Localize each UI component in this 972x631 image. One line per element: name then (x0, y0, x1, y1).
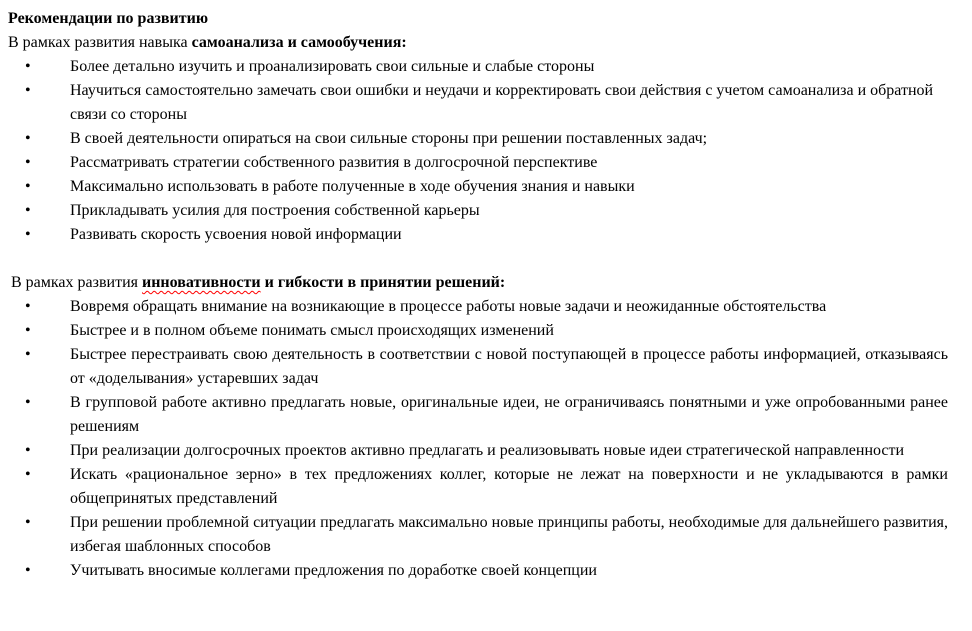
list-item (8, 295, 948, 319)
section2-intro-prefix: В рамках развития (11, 274, 142, 291)
bullet-icon: • (25, 226, 31, 243)
list-item (8, 463, 948, 511)
list-item-text: Искать «рациональное зерно» в тех предложениях коллег, которые не лежат на поверхности и не укладываются в рамки общепринятых представлений (70, 466, 948, 507)
bullet-icon: • (25, 58, 31, 75)
section2 (8, 271, 948, 583)
list-item-text: Учитывать вносимые коллегами предложения по доработке своей концепции (70, 562, 597, 579)
section2-intro (8, 271, 948, 295)
list-item (8, 175, 948, 199)
list-item (8, 391, 948, 439)
list-item-text: Рассматривать стратегии собственного развития в долгосрочной перспективе (70, 154, 598, 171)
list-item (8, 439, 948, 463)
section1-intro (8, 31, 948, 55)
list-item-text: При решении проблемной ситуации предлагать максимально новые принципы работы, необходимые для дальнейшего развития, избегая шаблонных способов (70, 514, 948, 555)
list-item-text: Быстрее перестраивать свою деятельность в соответствии с новой поступающей в процессе работы информацией, отказываясь от «доделывания» устаревших задач (70, 346, 948, 387)
list-item (8, 343, 948, 391)
list-item (8, 223, 948, 247)
list-item (8, 511, 948, 559)
bullet-icon: • (25, 154, 31, 171)
bullet-icon: • (25, 82, 31, 99)
list-item-text: Вовремя обращать внимание на возникающие в процессе работы новые задачи и неожиданные обстоятельства (70, 298, 827, 315)
list-item-text: Прикладывать усилия для построения собственной карьеры (70, 202, 480, 219)
section2-skill-bold (142, 274, 505, 291)
document-title: Рекомендации по развитию (8, 10, 209, 27)
misspelled-word: инновативности (141, 274, 261, 291)
section-gap (8, 247, 948, 271)
section1-skill-bold: самоанализа и самообучения: (191, 34, 407, 51)
list-item (8, 79, 948, 127)
list-item-text: В групповой работе активно предлагать новые, оригинальные идеи, не ограничиваясь понятными и уже опробованными ранее решениям (70, 394, 948, 435)
list-item-text: При реализации долгосрочных проектов активно предлагать и реализовывать новые идеи стратегической направленности (70, 442, 905, 459)
bullet-icon: • (25, 442, 31, 459)
list-item-text: Быстрее и в полном объеме понимать смысл происходящих изменений (70, 322, 554, 339)
list-item-text: Максимально использовать в работе полученные в ходе обучения знания и навыки (70, 178, 635, 195)
list-item (8, 559, 948, 583)
list-item (8, 151, 948, 175)
section1-intro-prefix: В рамках развития навыка (8, 34, 192, 51)
bullet-icon: • (25, 562, 31, 579)
bullet-icon: • (25, 394, 31, 411)
list-item-text: Научиться самостоятельно замечать свои ошибки и неудачи и корректировать свои действия с учетом самоанализа и обратной связи со стороны (70, 82, 934, 123)
section2-list (8, 295, 948, 583)
bullet-icon: • (25, 202, 31, 219)
section1-list (8, 55, 948, 247)
list-item-text: В своей деятельности опираться на свои сильные стороны при решении поставленных задач; (70, 130, 708, 147)
list-item (8, 199, 948, 223)
list-item-text: Более детально изучить и проанализировать свои сильные и слабые стороны (70, 58, 595, 75)
bullet-icon: • (25, 514, 31, 531)
bullet-icon: • (25, 178, 31, 195)
list-item (8, 319, 948, 343)
list-item (8, 127, 948, 151)
bullet-icon: • (25, 322, 31, 339)
bullet-icon: • (25, 298, 31, 315)
bullet-icon: • (25, 346, 31, 363)
bullet-icon: • (25, 130, 31, 147)
list-item-text: Развивать скорость усвоения новой информации (70, 226, 402, 243)
section1 (8, 55, 948, 247)
bullet-icon: • (25, 466, 31, 483)
list-item (8, 55, 948, 79)
section2-skill-bold-rest: и гибкости в принятии решений: (260, 274, 506, 291)
